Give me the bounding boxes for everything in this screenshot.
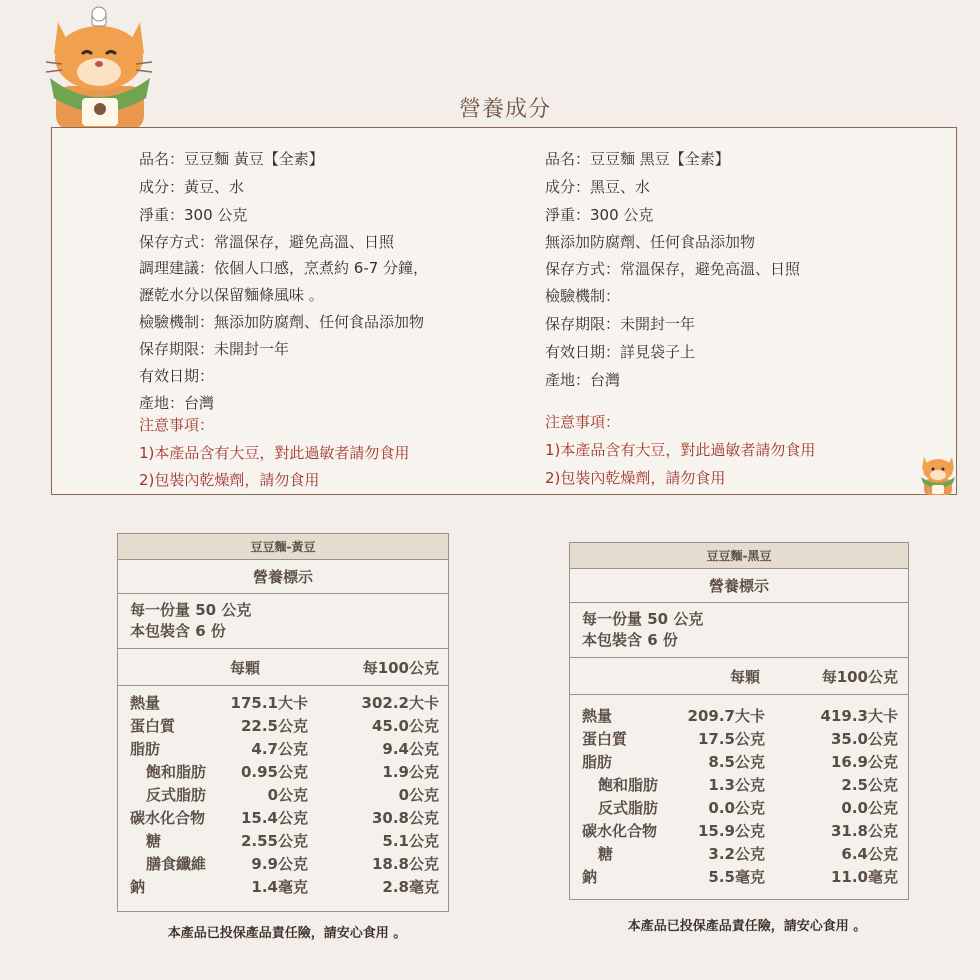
value-per-100g: 6.4公克 [841,845,898,863]
insurance-note: 本產品已投保產品責任險，請安心食用 。 [627,919,867,934]
value-per-piece: 4.7公克 [251,740,308,758]
table-row [118,876,448,899]
value-per-100g: 11.0毫克 [830,868,898,886]
serving-size: 每一份量 50 公克 [582,610,704,628]
value-per-piece: 0公克 [267,786,308,804]
value-per-100g: 35.0公克 [830,730,898,748]
nutrient-label: 鈉 [582,868,598,886]
value-per-piece: 5.5毫克 [708,868,765,886]
cat-mascot-icon [918,453,958,495]
table-product-name: 豆豆麵-黃豆 [118,534,448,560]
value-per-piece: 22.5公克 [240,717,308,735]
value-per-piece: 209.7大卡 [687,707,765,725]
table-row [118,692,448,715]
info-line: 保存方式：常溫保存，避免高溫、日照 [139,233,395,251]
nutrition-table-yellow [117,533,449,912]
value-per-piece: 2.55公克 [240,832,308,850]
nutrient-label: 膳食纖維 [146,855,207,873]
serving-info [118,594,448,649]
notice-item: 2)包裝內乾燥劑，請勿食用 [139,471,320,489]
notice-item: 1)本產品含有大豆，對此過敏者請勿食用 [139,444,410,462]
table-row [570,751,908,774]
table-row [118,807,448,830]
nutrient-label: 反式脂肪 [598,799,659,817]
table-row [118,761,448,784]
col-per-100g: 每100公克 [362,659,439,677]
nutrient-label: 蛋白質 [582,730,628,748]
value-per-piece: 15.4公克 [240,809,308,827]
value-per-100g: 5.1公克 [382,832,439,850]
info-line: 成分：黃豆、水 [139,178,245,196]
page-title: 營養成分 [458,97,551,122]
nutrient-label: 碳水化合物 [130,809,206,827]
nutrient-label: 飽和脂肪 [598,776,659,794]
info-line: 有效日期： [139,367,215,385]
value-per-100g: 18.8公克 [371,855,439,873]
value-per-100g: 0.0公克 [841,799,898,817]
table-title: 營養標示 [118,560,448,594]
table-row [570,866,908,889]
nutrient-label: 脂肪 [130,740,161,758]
table-title: 營養標示 [570,569,908,603]
info-line: 瀝乾水分以保留麵條風味 。 [139,286,324,304]
nutrient-label: 熱量 [130,694,161,712]
col-per-piece: 每顆 [230,659,261,677]
col-per-piece: 每顆 [730,668,761,686]
info-line: 保存期限：未開封一年 [545,315,696,333]
nutrition-rows [118,686,448,899]
nutrient-label: 反式脂肪 [146,786,207,804]
table-row [570,843,908,866]
nutrient-label: 脂肪 [582,753,613,771]
value-per-100g: 2.8毫克 [382,878,439,896]
value-per-piece: 0.0公克 [708,799,765,817]
table-row [118,784,448,807]
nutrient-label: 糖 [146,832,162,850]
value-per-piece: 15.9公克 [697,822,765,840]
servings-per-pack: 本包裝含 6 份 [130,622,226,640]
nutrition-rows [570,695,908,889]
value-per-100g: 419.3大卡 [820,707,898,725]
value-per-piece: 0.95公克 [240,763,308,781]
product-info-panel [51,127,957,495]
value-per-piece: 8.5公克 [708,753,765,771]
value-per-100g: 30.8公克 [371,809,439,827]
nutrient-label: 碳水化合物 [582,822,658,840]
notice-title: 注意事項： [545,413,621,431]
info-line: 有效日期：詳見袋子上 [545,343,696,361]
value-per-100g: 45.0公克 [371,717,439,735]
table-row [570,797,908,820]
notice-title: 注意事項： [139,416,215,434]
value-per-100g: 0公克 [398,786,439,804]
value-per-piece: 17.5公克 [697,730,765,748]
info-line: 檢驗機制： [545,287,621,305]
table-row [118,738,448,761]
nutrient-label: 飽和脂肪 [146,763,207,781]
info-line: 成分：黑豆、水 [545,178,651,196]
info-line: 檢驗機制：無添加防腐劑、任何食品添加物 [139,313,425,331]
table-row [118,853,448,876]
table-row [118,715,448,738]
notice-item: 1)本產品含有大豆，對此過敏者請勿食用 [545,441,816,459]
value-per-100g: 1.9公克 [382,763,439,781]
table-product-name: 豆豆麵-黑豆 [570,543,908,569]
column-headers [570,658,908,695]
value-per-piece: 1.3公克 [708,776,765,794]
value-per-100g: 9.4公克 [382,740,439,758]
value-per-piece: 3.2公克 [708,845,765,863]
col-per-100g: 每100公克 [821,668,898,686]
info-line: 淨重：300 公克 [545,206,654,224]
value-per-piece: 1.4毫克 [251,878,308,896]
nutrient-label: 鈉 [130,878,146,896]
nutrient-label: 糖 [598,845,614,863]
serving-size: 每一份量 50 公克 [130,601,252,619]
insurance-note: 本產品已投保產品責任險，請安心食用 。 [167,926,407,941]
info-line: 品名：豆豆麵 黑豆【全素】 [545,150,730,168]
cat-mascot-logo [42,6,157,130]
info-line: 保存方式：常溫保存，避免高溫、日照 [545,260,801,278]
nutrition-table-black [569,542,909,900]
info-line: 產地：台灣 [545,371,621,389]
table-row [570,728,908,751]
table-row [118,830,448,853]
serving-info [570,603,908,658]
value-per-piece: 175.1大卡 [230,694,308,712]
nutrient-label: 蛋白質 [130,717,176,735]
value-per-100g: 31.8公克 [830,822,898,840]
table-row [570,705,908,728]
value-per-100g: 2.5公克 [841,776,898,794]
info-line: 品名：豆豆麵 黃豆【全素】 [139,150,324,168]
table-row [570,774,908,797]
info-line: 產地：台灣 [139,394,215,412]
info-line: 淨重：300 公克 [139,206,248,224]
info-line: 保存期限：未開封一年 [139,340,290,358]
info-line: 調理建議：依個人口感，烹煮約 6-7 分鐘， [139,259,429,277]
table-row [570,820,908,843]
column-headers [118,649,448,686]
nutrient-label: 熱量 [582,707,613,725]
info-line: 無添加防腐劑、任何食品添加物 [545,233,756,251]
value-per-piece: 9.9公克 [251,855,308,873]
value-per-100g: 302.2大卡 [361,694,439,712]
servings-per-pack: 本包裝含 6 份 [582,631,678,649]
value-per-100g: 16.9公克 [830,753,898,771]
notice-item: 2)包裝內乾燥劑，請勿食用 [545,469,726,487]
